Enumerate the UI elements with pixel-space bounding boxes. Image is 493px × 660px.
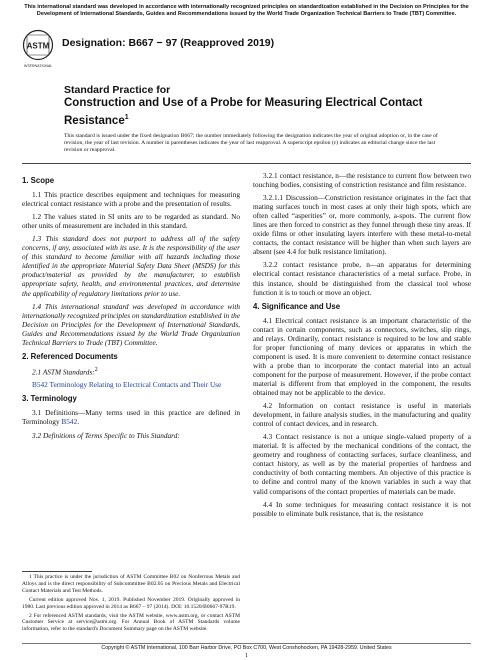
paragraph-3-1-end: . bbox=[77, 417, 80, 427]
paragraph-3-2-1-1: 3.2.1.1 Discussion—Constriction resistance originates in the fact that mating surfaces touch in most cases at only their high spots, which are often called “asperities” or, more commonly, a-spots. The current flow lines are then forced to constrict as they funnel through these tiny areas. If oxide films or other insulating layers interfere with these metal-to-metal contacts, the contact resistance will be higher than when such layers are absent (see 4.4 for bulk resistance limitation). bbox=[253, 193, 471, 257]
section-heading-terminology: 3. Terminology bbox=[22, 394, 77, 404]
title-main-text: Construction and Use of a Probe for Measuring Electrical Contact Resistance bbox=[64, 97, 423, 127]
logo-subtext: INTERNATIONAL bbox=[23, 64, 53, 68]
copyright-line: Copyright © ASTM International, 100 Barr Harbor Drive, PO Box C700, West Conshohocken, PA 19428-2959. United States bbox=[101, 645, 392, 651]
footnote-1-edition: Current edition approved Nov. 1, 2019. Published November 2019. Originally approved in 1980. Last previous edition approved in 2014 as B667 – 97 (2014). DOI: 10.1520/B0667-97R19. bbox=[22, 596, 240, 610]
reference-b542-code[interactable]: B542 bbox=[32, 380, 48, 390]
designation: Designation: B667 − 97 (Reapproved 2019) bbox=[62, 37, 275, 49]
paragraph-3-2: 3.2 Definitions of Terms Specific to This Standard: bbox=[32, 430, 180, 440]
section-heading-scope: 1. Scope bbox=[22, 176, 55, 185]
paragraph-4-3: 4.3 Contact resistance is not a unique single-valued property of a material. It is affected by the mechanical conditions of the contact, the geometry and roughness of contacting surfaces, surface cleanliness, and contact history, as well as by the material properties of hardness and conductivity of both contacting members. An objective of this practice is to define and control many of the known variables in such a way that valid comparisons of the contact properties of materials can be made. bbox=[253, 432, 471, 496]
astm-standards-label: 2.1 ASTM Standards: bbox=[32, 367, 95, 377]
wto-notice: This international standard was developed in accordance with internationally recognized principles on standardization established in the Decision on Principles for the Development of International Standards, Guides and Recommendations issued by the World Trade Organization Technical Barriers to Trade (TBT) Committee. bbox=[24, 4, 469, 17]
footnote-1: 1 This practice is under the jurisdiction of ASTM Committee B02 on Nonferrous Metals and Alloys and is the direct responsibility of Subcommittee B02.05 on Precious Metals and Electrical Contact Materials and Test Methods. bbox=[22, 574, 240, 594]
paragraph-1-2: 1.2 The values stated in SI units are to be regarded as standard. No other units of measurement are included in this standard. bbox=[22, 212, 240, 231]
title-footnote-mark: 1 bbox=[124, 113, 129, 121]
section-heading-significance: 4. Significance and Use bbox=[253, 301, 341, 311]
title-block bbox=[64, 84, 444, 128]
header-divider bbox=[22, 163, 471, 164]
logo-letters: ASTM bbox=[26, 41, 50, 51]
section-heading-referenced-documents: 2. Referenced Documents bbox=[22, 351, 118, 361]
paragraph-2-1 bbox=[22, 366, 240, 376]
paragraph-1-4: 1.4 This international standard was developed in accordance with internationally recognized principles on standardization established in the Decision on Principles for the Development of International Standards, Guides and Recommendations issued by the World Trade Organization Technical Barriers to Trade (TBT) Committee. bbox=[22, 301, 240, 347]
footnote-divider bbox=[22, 571, 92, 572]
title-pre: Standard Practice for bbox=[64, 84, 171, 96]
astm-logo bbox=[22, 29, 54, 71]
issuance-statement: This standard is issued under the fixed designation B667; the number immediately following the designation indicates the year of original adoption or, in the case of revision, the year of last revision. A number in parentheses indicates the year of last reapproval. A superscript epsilon (ε) indicates an editorial change since the last revision or reapproval. bbox=[64, 133, 438, 154]
paragraph-1-3: 1.3 This standard does not purport to address all of the safety concerns, if any, associated with its use. It is the responsibility of the user of this standard to become familiar with all hazards including those identified in the appropriate Material Safety Data Sheet (MSDS) for this product/material as provided by the manufacturer, to establish appropriate safety, health, and environmental practices, and determine the applicability of regulatory limitations prior to use. bbox=[22, 234, 240, 298]
reference-b542[interactable] bbox=[22, 380, 240, 389]
title-main bbox=[64, 97, 444, 128]
link-b542[interactable]: B542 bbox=[61, 417, 78, 427]
reference-b542-title[interactable]: Terminology Relating to Electrical Contacts and Their Use bbox=[49, 380, 222, 390]
paragraph-4-4: 4.4 In some techniques for measuring contact resistance it is not possible to eliminate bulk resistance, that is, the resistance bbox=[253, 499, 471, 518]
paragraph-4-2: 4.2 Information on contact resistance is useful in materials development, in failure analysis studies, in the manufacturing and quality control of contact devices, and in research. bbox=[253, 401, 471, 429]
footnote-mark-2: 2 bbox=[94, 366, 98, 373]
left-column bbox=[22, 171, 240, 444]
footer-divider bbox=[22, 643, 471, 644]
paragraph-3-1 bbox=[22, 408, 240, 426]
footnote-2: 2 For referenced ASTM standards, visit the ASTM website, www.astm.org, or contact ASTM Customer Service at service@astm.org. For Annual Book of ASTM Standards volume information, refer to the standard's Document Summary page on the ASTM website. bbox=[22, 612, 240, 633]
footnotes bbox=[22, 574, 240, 635]
paragraph-3-2-2: 3.2.2 contact resistance probe, n—an apparatus for determining electrical contact resistance characteristics of a metal surface. Probe, in this instance, should be distinguished from the classical tool whose function it is to touch or move an object. bbox=[253, 260, 471, 297]
paragraph-3-1-text: 3.1 Definitions—Many terms used in this practice are defined in Terminology bbox=[22, 408, 240, 427]
paragraph-1-1: 1.1 This practice describes equipment and techniques for measuring electrical contact resistance with a probe and the presentation of results. bbox=[22, 190, 240, 209]
paragraph-3-2-1: 3.2.1 contact resistance, n—the resistance to current flow between two touching bodies, consisting of constriction resistance and film resistance. bbox=[253, 171, 471, 190]
right-column bbox=[253, 171, 471, 522]
paragraph-4-1: 4.1 Electrical contact resistance is an important characteristic of the contact in certain components, such as connectors, switches, slip rings, and relays. Ordinarily, contact resistance is required to be low and stable for proper functioning of many devices or apparatus in which the component is used. It is more convenient to determine contact resistance with a probe than to incorporate the contact material into an actual component for the purpose of measurement. However, if the probe contact material is different from that employed in the component, the results obtained may not be applicable to the device. bbox=[253, 315, 471, 398]
page-number: 1 bbox=[244, 652, 249, 659]
